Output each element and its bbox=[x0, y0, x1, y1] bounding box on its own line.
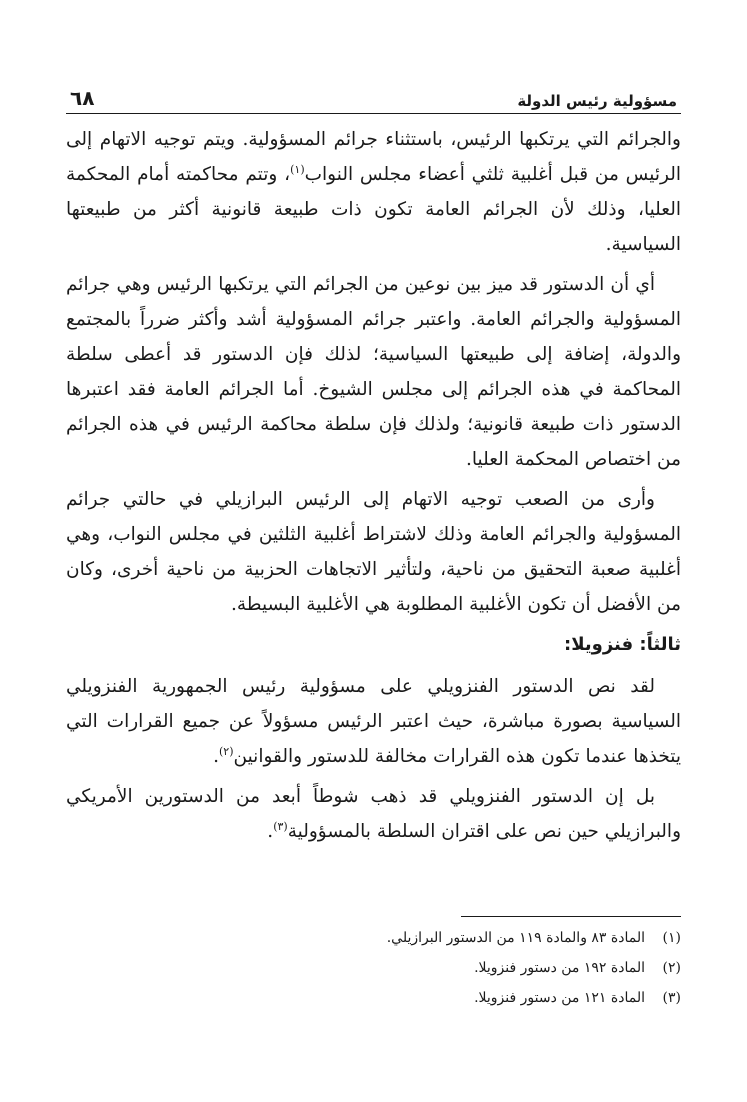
footnote-separator bbox=[461, 916, 681, 917]
section-heading: ثالثاً: فنزويلا: bbox=[564, 634, 681, 655]
paragraph-2 bbox=[66, 267, 681, 477]
footnote-2 bbox=[66, 953, 681, 983]
paragraph-text: والجرائم التي يرتكبها الرئيس، باستثناء جرائم المسؤولية. ويتم توجيه الاتهام إلى الرئيس من قبل أغلبية ثلثي أعضاء مجلس النواب bbox=[66, 129, 681, 185]
footnote-marker: (٢) bbox=[662, 960, 681, 976]
paragraph-text: ، وتتم محاكمته أمام المحكمة العليا، وذلك لأن الجرائم العامة تكون ذات طبيعة قانونية أكثر من طبيعتها السياسية. bbox=[66, 164, 681, 255]
paragraph-text: . bbox=[213, 746, 219, 767]
footnote-ref-3[interactable]: (٣) bbox=[273, 819, 288, 833]
footnote-1 bbox=[66, 923, 681, 953]
footnotes bbox=[66, 916, 681, 1013]
body-text bbox=[66, 122, 681, 849]
footnote-ref-2[interactable]: (٢) bbox=[218, 744, 234, 758]
paragraph-3 bbox=[66, 482, 681, 622]
footnote-ref-1[interactable]: (١) bbox=[290, 162, 305, 176]
paragraph-1 bbox=[66, 122, 681, 262]
running-header bbox=[66, 80, 681, 114]
page-number: ٦٨ bbox=[70, 86, 95, 110]
running-title: مسؤولية رئيس الدولة bbox=[517, 92, 677, 110]
footnote-marker: (٣) bbox=[662, 990, 681, 1006]
footnote-3 bbox=[66, 983, 681, 1013]
page bbox=[66, 80, 681, 854]
paragraph-text: أي أن الدستور قد ميز بين نوعين من الجرائم التي يرتكبها الرئيس وهي جرائم المسؤولية والجرائم العامة. واعتبر جرائم المسؤولية أشد وأكثر ضرراً بالمجتمع والدولة، إضافة إلى طبيعتها السياسية؛ لذلك فإن الدستور قد أعطى سلطة المحاكمة في هذه الجرائم إلى مجلس الشيوخ. أما الجرائم العامة فقد اعتبرها الدستور ذات طبيعة قانونية؛ ولذلك فإن سلطة محاكمة الرئيس في هذه الجرائم من اختصاص المحكمة العليا. bbox=[66, 274, 681, 470]
paragraph-text: . bbox=[267, 821, 274, 842]
footnote-text: المادة ١٩٢ من دستور فنزويلا. bbox=[474, 960, 645, 976]
paragraph-4 bbox=[66, 669, 681, 774]
footnote-text: المادة ١٢١ من دستور فنزويلا. bbox=[474, 990, 645, 1006]
footnote-text: المادة ٨٣ والمادة ١١٩ من الدستور البرازيلي. bbox=[386, 930, 645, 946]
paragraph-text: وأرى من الصعب توجيه الاتهام إلى الرئيس البرازيلي في حالتي جرائم المسؤولية والجرائم العامة وذلك لاشتراط أغلبية الثلثين في مجلس النواب، وهي أغلبية صعبة التحقيق من ناحية، ولتأثير الاتجاهات الحزبية من ناحية أخرى، وكان من الأفضل أن تكون الأغلبية المطلوبة هي الأغلبية البسيطة. bbox=[66, 489, 681, 615]
paragraph-text: لقد نص الدستور الفنزويلي على مسؤولية رئيس الجمهورية الفنزويلي السياسية بصورة مباشرة، حيث اعتبر الرئيس مسؤولاً عن جميع القرارات التي يتخذها عندما تكون هذه القرارات مخالفة للدستور والقوانين bbox=[66, 676, 681, 767]
paragraph-text: بل إن الدستور الفنزويلي قد ذهب شوطاً أبعد من الدستورين الأمريكي والبرازيلي حين نص على اقتران السلطة بالمسؤولية bbox=[66, 786, 681, 842]
paragraph-5 bbox=[66, 779, 681, 849]
footnote-marker: (١) bbox=[662, 930, 681, 946]
